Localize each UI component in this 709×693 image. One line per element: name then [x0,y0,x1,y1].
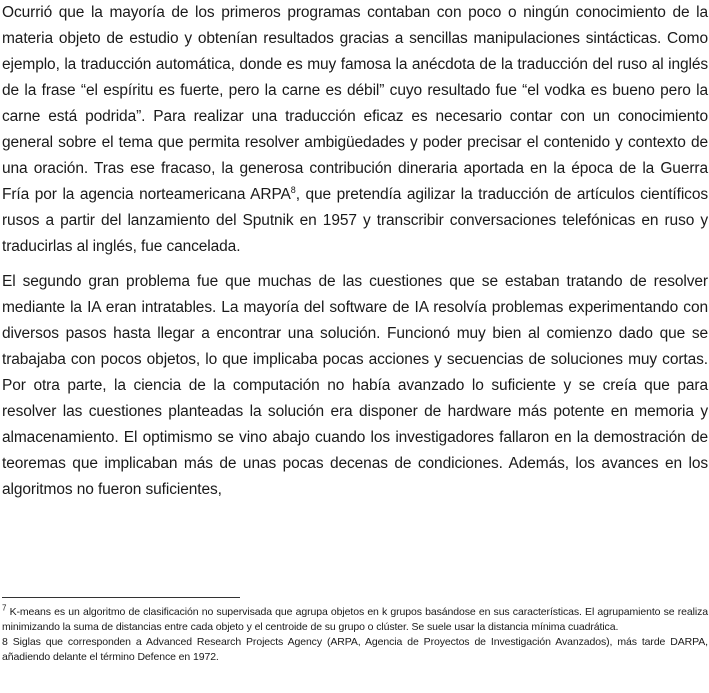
footnote-text-7: K-means es un algoritmo de clasificación no supervisada que agrupa objetos en k grupos basándose en sus características. El agrupamiento se realiza minimizando la suma de distancias entre cada objeto y el centroide de su grupo o clúster. Se suele usar la distancia mínima cuadrática. [2,606,708,633]
footnote-7 [2,605,708,635]
body-paragraph-2: El segundo gran problema fue que muchas de las cuestiones que se estaban tratando de resolver mediante la IA eran intratables. La mayoría del software de IA resolvía problemas experimentando con diversos pasos hasta llegar a encontrar una solución. Funcionó muy bien al comienzo dado que se trabajaba con pocos objetos, lo que implicaba pocas acciones y secuencias de soluciones muy cortas. Por otra parte, la ciencia de la computación no había avanzado lo suficiente y se creía que para resolver las cuestiones planteadas la solución era disponer de hardware más potente en memoria y almacenamiento. El optimismo se vino abajo cuando los investigadores fallaron en la demostración de teoremas que implicaban más de unas pocas decenas de condiciones. Además, los avances en los algoritmos no fueron suficientes, [2,273,708,498]
footnote-ref-8[interactable]: 8 [290,184,296,195]
footnote-8 [2,635,708,665]
footnotes-section [2,605,708,665]
footnote-number-8: 8 [2,636,8,648]
body-paragraph-1 [2,0,708,260]
paragraph-1-text-a: Ocurrió que la mayoría de los primeros programas contaban con poco o ningún conocimiento de la materia objeto de estudio y obtenían resultados gracias a sencillas manipulaciones sintácticas. Como ejemplo, la traducción automática, donde es muy famosa la anécdota de la traducción del ruso al inglés de la frase “el espíritu es fuerte, pero la carne es débil” cuyo resultado fue “el vodka es bueno pero la carne está podrida”. Para realizar una traducción eficaz es necesario contar con un conocimiento general sobre el tema que permita resolver ambigüedades y poder precisar el contenido y contexto de una oración. Tras ese fracaso, la generosa contribución dineraria aportada en la época de la Guerra Fría por la agencia norteamericana ARPA [2,4,708,203]
footnote-separator [2,597,240,598]
footnote-text-8: Siglas que corresponden a Advanced Research Projects Agency (ARPA, Agencia de Proyectos de Investigación Avanzados), más tarde DARPA, añadiendo delante el término Defence en 1972. [2,636,708,663]
paragraph-1-text-b: , que pretendía agilizar la traducción de artículos científicos rusos a partir del lanzamiento del Sputnik en 1957 y transcribir conversaciones telefónicas en ruso y traducirlas al inglés, fue cancelada. [2,186,708,255]
footnote-number-7: 7 [2,603,7,613]
